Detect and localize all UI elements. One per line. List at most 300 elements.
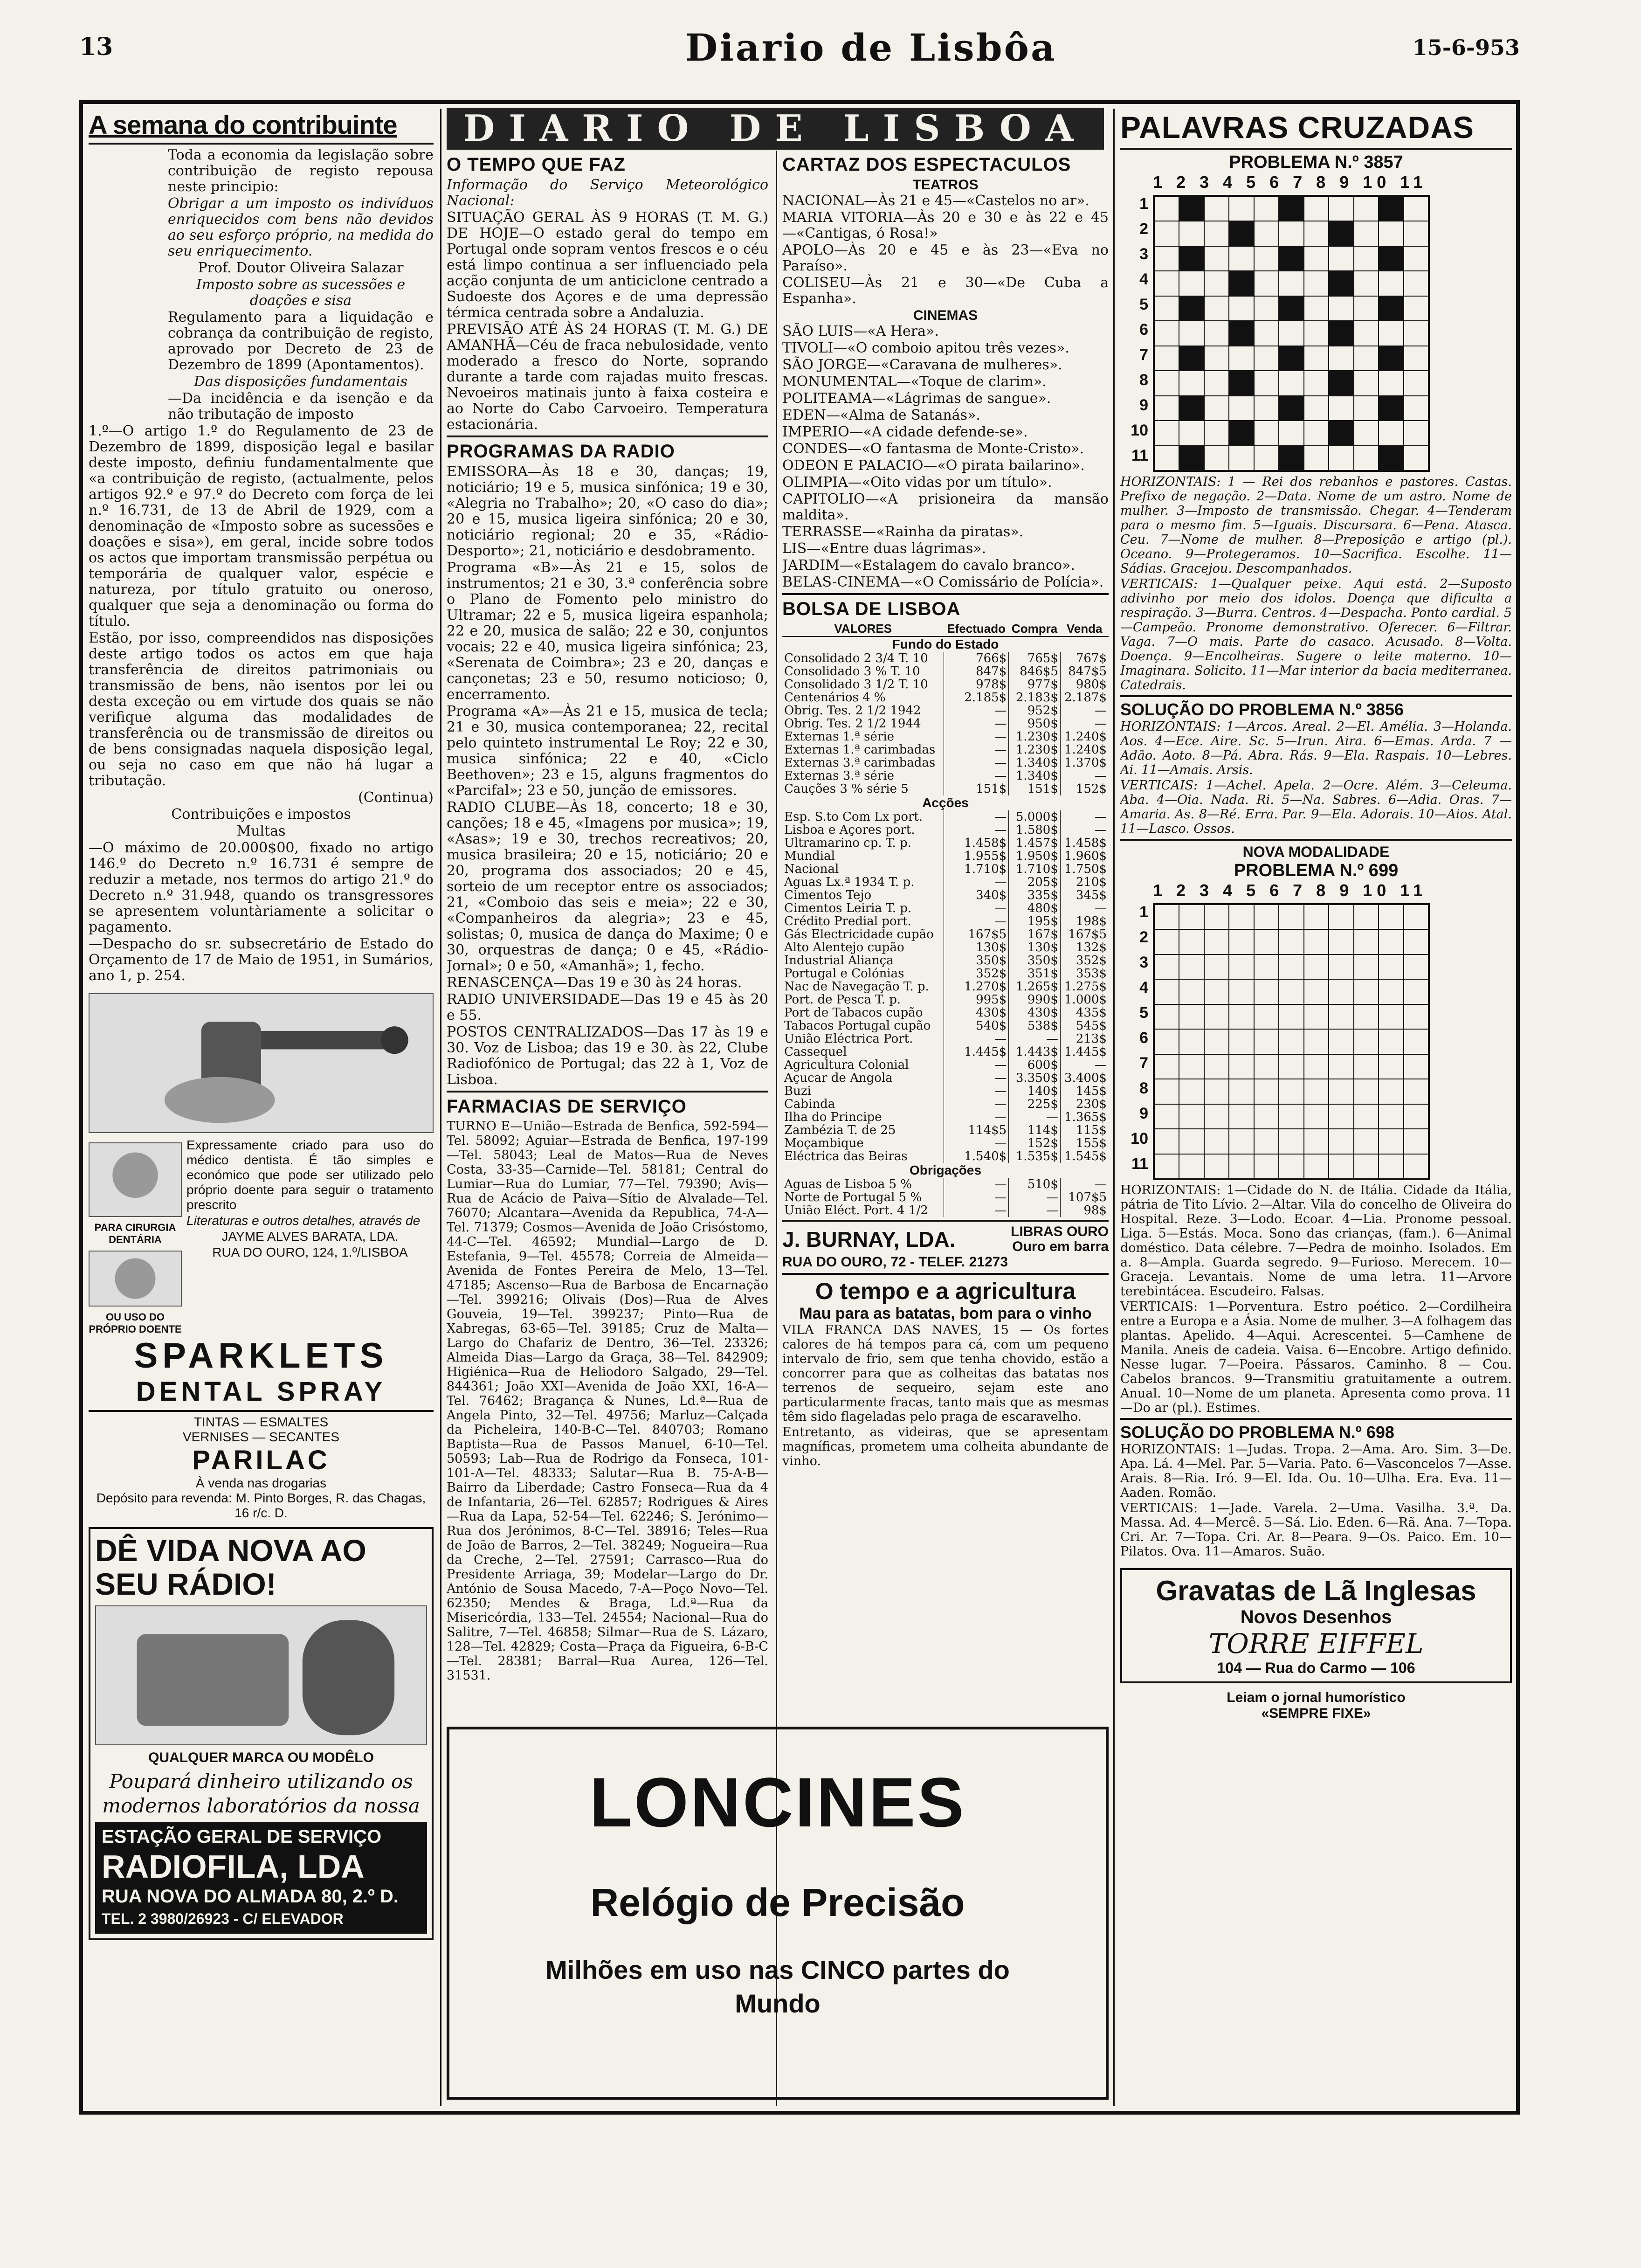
column-header: VALORES bbox=[782, 622, 944, 636]
table-cell: 107$5 bbox=[1060, 1191, 1109, 1204]
table-cell: Cassequel bbox=[784, 1045, 847, 1059]
table-row bbox=[782, 1178, 1109, 1191]
section-heading: CARTAZ DOS ESPECTACULOS bbox=[782, 154, 1071, 175]
grid-cell bbox=[1354, 346, 1379, 371]
table-cell: — bbox=[944, 769, 1009, 782]
row-numbers bbox=[1130, 903, 1148, 1180]
table-header-row bbox=[782, 622, 1109, 636]
table-cell: União Eléctrica Port. bbox=[784, 1032, 913, 1046]
grid-cell bbox=[1229, 421, 1254, 445]
solution: VERTICAIS: 1—Jade. Varela. 2—Uma. Vasilha. 3.ª. Da. Massa. Ad. 4—Mercê. 5—Sá. Lio. Eden. 6—Rã. Ana. 7—Topa. Cri. Ar. 7—Topa. Cri. Ar. 8—Peara. 9—Os. Paico. Em. 10—Pilatos. Ova. 11—Amaros. Suão. bbox=[1120, 1501, 1512, 1559]
grid-cell bbox=[1329, 321, 1353, 346]
section-label: Obrigações bbox=[909, 1163, 982, 1177]
table-cell: Alto Alentejo cupão bbox=[784, 940, 904, 954]
table-cell: — bbox=[944, 717, 1009, 730]
grid-cell bbox=[1354, 1004, 1379, 1029]
grid-cell bbox=[1179, 421, 1204, 445]
grid-cell bbox=[1329, 1154, 1353, 1179]
table-cell: Aguas Lx.ª 1934 T. p. bbox=[784, 875, 915, 889]
grid-cell bbox=[1279, 196, 1303, 221]
table-cell: 600$ bbox=[1009, 1058, 1061, 1072]
page-number: 13 bbox=[79, 33, 113, 61]
table-cell: — bbox=[1060, 902, 1109, 915]
grid-cell bbox=[1304, 1054, 1329, 1079]
grid-cell bbox=[1404, 954, 1428, 979]
grid-cell bbox=[1379, 1154, 1403, 1179]
grid-cell bbox=[1204, 271, 1229, 296]
table-cell: 977$ bbox=[1009, 678, 1061, 691]
table-cell: 1.710$ bbox=[1009, 863, 1061, 876]
paragraph: Estão, por isso, compreendidos nas disposições deste artigo todos os actos em que haja transferência de direitos patrimoniais ou transmissão de bens, não isentos por lei ou desta exceção ou em virtude dos quais se não verifique alguma das modalidades de transferência ou de transmissão de direitos ou de bens consignadas naquela disposição legal, ou seja no caso em que não há lugar a tributação. bbox=[89, 630, 434, 789]
column-numbers: 1 2 3 4 5 6 7 8 9 10 11 bbox=[1153, 173, 1427, 192]
grid-cell bbox=[1304, 396, 1329, 421]
subheading: Das disposições fundamentais bbox=[193, 373, 408, 390]
row-number: 10 bbox=[1131, 1130, 1148, 1148]
table-cell: 350$ bbox=[1009, 954, 1061, 967]
table-cell: 952$ bbox=[1009, 704, 1061, 717]
table-cell: — bbox=[1009, 1204, 1061, 1217]
grid-cell bbox=[1404, 905, 1428, 929]
grid-cell bbox=[1279, 371, 1303, 395]
table-row bbox=[782, 967, 1109, 980]
table-row bbox=[782, 1098, 1109, 1111]
grid-cell bbox=[1329, 1079, 1353, 1104]
table-cell: Nac de Navegação T. p. bbox=[784, 980, 929, 994]
subheading: Imposto sobre as sucessões e doações e sisa bbox=[196, 277, 406, 309]
grid-cell bbox=[1304, 1154, 1329, 1179]
ad-copy: Literaturas e outros detalhes, através de bbox=[186, 1213, 421, 1228]
table-cell: — bbox=[944, 704, 1009, 717]
brand: PARILAC bbox=[192, 1445, 330, 1475]
grid-cell bbox=[1204, 1129, 1229, 1154]
grid-cell bbox=[1204, 246, 1229, 271]
table-row bbox=[782, 1111, 1109, 1124]
radiofila-block bbox=[95, 1822, 427, 1934]
grid-cell bbox=[1179, 321, 1204, 346]
grid-cell bbox=[1304, 296, 1329, 321]
row-number: 2 bbox=[1139, 928, 1148, 946]
table-cell: Eléctrica das Beiras bbox=[784, 1149, 908, 1163]
grid-cell bbox=[1404, 296, 1428, 321]
grid-cell bbox=[1329, 1029, 1353, 1054]
grid-cell bbox=[1354, 196, 1379, 221]
grid-cell bbox=[1279, 1029, 1303, 1054]
grid-cell bbox=[1204, 421, 1229, 445]
list-item: MONUMENTAL—«Toque de clarim». bbox=[782, 373, 1047, 390]
clues: VERTICAIS: 1—Qualquer peixe. Aqui está. 2—Suposto adivinho por meio dos idolos. Doença que dificulta a respiração. 3—Burra. Centros. 4—Despacha. Ponto cardial. 5—Campeão. Pronome demonstrativo. Oferecer. 6—Filtrar. Vaga. 7—O mais. Parte do casaco. Acusado. 8—Volta. Doença. 9—Encolheiras. Sugere o leite materno. 10—Imaginara. Solicito. 11—Mar interior da bacia mediterranea. Catedrais. bbox=[1120, 577, 1512, 692]
ad-line: Ouro em barra bbox=[1012, 1239, 1109, 1254]
grid-cell bbox=[1404, 221, 1428, 246]
grid-cell bbox=[1329, 346, 1353, 371]
grid-cell bbox=[1354, 221, 1379, 246]
grid-cell bbox=[1229, 979, 1254, 1004]
grid-cell bbox=[1229, 954, 1254, 979]
grid-cell bbox=[1179, 196, 1204, 221]
grid-cell bbox=[1254, 321, 1279, 346]
grid-cell bbox=[1179, 396, 1204, 421]
table-cell: — bbox=[944, 756, 1009, 769]
grid-cell bbox=[1179, 346, 1204, 371]
table-cell: 213$ bbox=[1060, 1032, 1109, 1045]
grid-cell bbox=[1229, 1004, 1254, 1029]
grid-cell bbox=[1254, 1029, 1279, 1054]
grid-cell bbox=[1304, 346, 1329, 371]
continued: (Continua) bbox=[358, 789, 434, 806]
subheading: Multas bbox=[236, 823, 286, 839]
grid-cell bbox=[1329, 271, 1353, 296]
grid-cell bbox=[1229, 321, 1254, 346]
table-row bbox=[782, 863, 1109, 876]
table-cell: 151$ bbox=[1009, 782, 1061, 795]
grid-cell bbox=[1329, 196, 1353, 221]
grid-cell bbox=[1379, 346, 1403, 371]
table-cell: Obrig. Tes. 2 1/2 1942 bbox=[784, 704, 921, 718]
grid-cell bbox=[1254, 246, 1279, 271]
table-cell: 1.340$ bbox=[1009, 756, 1061, 769]
table-cell: 847$5 bbox=[1060, 665, 1109, 678]
problem-title: PROBLEMA N.º 3857 bbox=[1229, 152, 1403, 172]
grid-cell bbox=[1204, 1054, 1229, 1079]
grid-cell bbox=[1179, 246, 1204, 271]
grid-cell bbox=[1379, 929, 1403, 954]
table-cell: Zambézia T. de 25 bbox=[784, 1123, 896, 1137]
grid-cell bbox=[1254, 905, 1279, 929]
row-number: 3 bbox=[1139, 245, 1148, 263]
grid-cell bbox=[1379, 979, 1403, 1004]
vendor: JAYME ALVES BARATA, LDA. bbox=[221, 1229, 399, 1244]
grid-cell bbox=[1229, 1054, 1254, 1079]
grid-cell bbox=[1179, 371, 1204, 395]
grid-cell bbox=[1329, 371, 1353, 395]
column-contribuinte bbox=[89, 110, 434, 2111]
table-cell: — bbox=[1060, 1058, 1109, 1072]
table-cell: — bbox=[944, 1191, 1009, 1204]
grid-cell bbox=[1354, 1029, 1379, 1054]
grid-cell bbox=[1154, 446, 1179, 470]
grid-cell bbox=[1154, 954, 1179, 979]
table-cell: 152$ bbox=[1009, 1137, 1061, 1150]
grid-cell bbox=[1404, 1129, 1428, 1154]
grid-cell bbox=[1354, 954, 1379, 979]
grid-cell bbox=[1204, 346, 1229, 371]
ad-line: «SEMPRE FIXE» bbox=[1261, 1706, 1371, 1721]
grid-cell bbox=[1279, 1079, 1303, 1104]
grid-cell bbox=[1329, 1129, 1353, 1154]
table-cell: Consolidado 3 % T. 10 bbox=[784, 664, 920, 678]
row-number: 5 bbox=[1139, 296, 1148, 313]
table-cell: 545$ bbox=[1060, 1019, 1109, 1032]
table-cell: 1.540$ bbox=[944, 1150, 1009, 1163]
column-header: Venda bbox=[1060, 622, 1109, 636]
table-cell: 2.187$ bbox=[1060, 691, 1109, 704]
table-cell: 1.545$ bbox=[1060, 1150, 1109, 1163]
script-line: Poupará dinheiro utilizando os modernos laboratórios da nossa bbox=[102, 1770, 420, 1817]
grid-cell bbox=[1204, 979, 1229, 1004]
tag: QUALQUER MARCA OU MODÊLO bbox=[148, 1750, 374, 1765]
grid-cell bbox=[1204, 1154, 1229, 1179]
table-cell: 540$ bbox=[944, 1019, 1009, 1032]
grid-cell bbox=[1329, 954, 1353, 979]
grid-cell bbox=[1404, 346, 1428, 371]
grid-cell bbox=[1179, 271, 1204, 296]
grid-cell bbox=[1179, 954, 1204, 979]
table-cell: — bbox=[1060, 769, 1109, 782]
ad-line: À venda nas drogarias bbox=[195, 1476, 327, 1490]
grid-cell bbox=[1229, 1154, 1254, 1179]
grid-cell bbox=[1404, 321, 1428, 346]
grid-cell bbox=[1379, 1054, 1403, 1079]
list-item: SÃO JORGE—«Caravana de mulheres». bbox=[782, 357, 1062, 373]
ad-line: ESTAÇÃO GERAL DE SERVIÇO bbox=[102, 1826, 382, 1847]
loncines-ad bbox=[447, 1727, 1109, 2100]
table-cell: Externas 3.ª carimbadas bbox=[784, 756, 936, 770]
cinemas-list bbox=[782, 324, 1109, 590]
table-cell: Moçambique bbox=[784, 1136, 864, 1150]
grid-cell bbox=[1354, 1154, 1379, 1179]
list-item: OLIMPIA—«Oito vidas por um título». bbox=[782, 474, 1052, 491]
grid-cell bbox=[1254, 954, 1279, 979]
list-item: TERRASSE—«Rainha da piratas». bbox=[782, 524, 1024, 540]
grid-cell bbox=[1154, 346, 1179, 371]
dentist-illustration bbox=[89, 1251, 182, 1307]
table-row bbox=[782, 717, 1109, 730]
grid-cell bbox=[1204, 296, 1229, 321]
table-cell: Buzi bbox=[784, 1084, 811, 1098]
table-cell: 340$ bbox=[944, 889, 1009, 902]
paragraph: Entretanto, as videiras, que se apresentam magníficas, prometem uma colheita abundante de vinho. bbox=[782, 1425, 1109, 1468]
table-cell: 978$ bbox=[944, 678, 1009, 691]
ad-line: VERNISES — SECANTES bbox=[182, 1430, 340, 1444]
grid-cell bbox=[1379, 296, 1403, 321]
divider bbox=[1120, 1418, 1512, 1420]
subheading: CINEMAS bbox=[913, 308, 978, 323]
table-cell: — bbox=[1060, 704, 1109, 717]
table-cell: 5.000$ bbox=[1009, 810, 1061, 823]
grid-cell bbox=[1379, 1129, 1403, 1154]
grid-cell bbox=[1229, 1029, 1254, 1054]
table-cell: Gás Electricidade cupão bbox=[784, 927, 934, 941]
table-cell: 351$ bbox=[1009, 967, 1061, 980]
obrigacoes-rows bbox=[782, 1163, 1109, 1217]
row-number: 9 bbox=[1139, 396, 1148, 414]
table-cell: Esp. S.to Com Lx port. bbox=[784, 810, 923, 824]
brand: TORRE EIFFEL bbox=[1208, 1628, 1424, 1660]
table-cell: 205$ bbox=[1009, 876, 1061, 889]
grid-cell bbox=[1354, 905, 1379, 929]
grid-cell bbox=[1154, 271, 1179, 296]
column-palavras-cruzadas bbox=[1120, 110, 1512, 2111]
table-cell: 1.370$ bbox=[1060, 756, 1109, 769]
grid-cell bbox=[1329, 1054, 1353, 1079]
table-cell: 132$ bbox=[1060, 941, 1109, 954]
table-cell: — bbox=[944, 902, 1009, 915]
table-cell: 480$ bbox=[1009, 902, 1061, 915]
grid-cell bbox=[1354, 246, 1379, 271]
table-cell: Consolidado 3 1/2 T. 10 bbox=[784, 678, 928, 691]
headline: Relógio de Precisão bbox=[590, 1881, 965, 1924]
table-cell: 538$ bbox=[1009, 1019, 1061, 1032]
grid-cell bbox=[1204, 1104, 1229, 1129]
grid-cell bbox=[1179, 296, 1204, 321]
grid-cell bbox=[1354, 929, 1379, 954]
table-row bbox=[782, 1204, 1109, 1217]
grid-cell bbox=[1254, 1004, 1279, 1029]
grid-cell bbox=[1279, 271, 1303, 296]
brand: RADIOFILA, LDA bbox=[102, 1848, 365, 1885]
table-cell: Crédito Predial port. bbox=[784, 914, 911, 928]
table-row bbox=[782, 928, 1109, 941]
table-cell: 210$ bbox=[1060, 876, 1109, 889]
grid-cell bbox=[1404, 246, 1428, 271]
grid-cell bbox=[1329, 296, 1353, 321]
divider bbox=[1120, 695, 1512, 697]
page-date: 15-6-953 bbox=[1412, 35, 1520, 60]
grid-cell bbox=[1329, 396, 1353, 421]
grid-cell bbox=[1179, 446, 1204, 470]
grid-cell bbox=[1404, 1079, 1428, 1104]
table-cell: 995$ bbox=[944, 993, 1009, 1006]
table-cell: 345$ bbox=[1060, 889, 1109, 902]
grid-cell bbox=[1304, 446, 1329, 470]
list-item: MARIA VITORIA—Às 20 e 30 e às 22 e 45—«Cantigas, ó Rosa!» bbox=[782, 209, 1109, 242]
table-cell: 2.185$ bbox=[944, 691, 1009, 704]
grid-cell bbox=[1154, 421, 1179, 445]
paragraph: EMISSORA—Às 18 e 30, danças; 19, noticiário; 19 e 5, musica sinfónica; 19 e 30, «Alegria no Trabalho»; 20, «O caso do dia»; 20 e 15, musica ligeira sinfónica; 20 e 30, noticiário regional; 20 e 35, «Rádio-Desporto»; 21, noticiário e desdobramento. bbox=[447, 463, 768, 559]
divider bbox=[782, 593, 1109, 595]
grid-cell bbox=[1354, 396, 1379, 421]
column-numbers: 1 2 3 4 5 6 7 8 9 10 11 bbox=[1153, 881, 1427, 900]
ad-copy: Expressamente criado para uso do médico dentista. É tão simples e económico que pode ser utilizado pelo próprio doente para seguir o tratamento prescrito bbox=[186, 1138, 434, 1212]
table-cell: 350$ bbox=[944, 954, 1009, 967]
paragraph: Programa «A»—Às 21 e 15, musica de tecla; 21 e 30, musica contemporanea; 22, recital pelo quinteto instrumental Le Roy; 22 e 30, musica sinfónica; 22 e 40, «Ciclo Beethoven»; 23 e 15, alguns fragmentos do «Parcifal»; 23 e 50, junção de emissores. bbox=[447, 703, 768, 799]
grid-cell bbox=[1329, 246, 1353, 271]
divider bbox=[89, 143, 434, 145]
list-item: CONDES—«O fantasma de Monte-Cristo». bbox=[782, 441, 1084, 457]
problem-title: PROBLEMA N.º 699 bbox=[1234, 861, 1399, 880]
table-cell: Lisboa e Açores port. bbox=[784, 823, 915, 837]
headline: Gravatas de Lã Inglesas bbox=[1156, 1575, 1476, 1606]
grid-cell bbox=[1329, 1004, 1353, 1029]
table-section-row bbox=[782, 795, 1109, 810]
table-cell: Ultramarino cp. T. p. bbox=[784, 836, 911, 850]
face-icon bbox=[90, 1143, 181, 1216]
grid-cell bbox=[1379, 954, 1403, 979]
table-cell: 115$ bbox=[1060, 1124, 1109, 1137]
table-cell: 352$ bbox=[944, 967, 1009, 980]
grid-cell bbox=[1404, 271, 1428, 296]
section-heading: SOLUÇÃO DO PROBLEMA N.º 3856 bbox=[1120, 700, 1404, 719]
list-item: BELAS-CINEMA—«O Comissário de Polícia». bbox=[782, 574, 1104, 590]
grid-cell bbox=[1304, 1029, 1329, 1054]
teatros-list bbox=[782, 193, 1109, 307]
table-row bbox=[782, 1006, 1109, 1019]
grid-cell bbox=[1379, 446, 1403, 470]
grid-cell bbox=[1304, 371, 1329, 395]
table-cell: 114$5 bbox=[944, 1124, 1009, 1137]
page-frame bbox=[79, 100, 1520, 2115]
address: RUA DO OURO, 124, 1.º/LISBOA bbox=[212, 1245, 408, 1259]
grid-cell bbox=[1154, 1029, 1179, 1054]
table-cell: 1.240$ bbox=[1060, 743, 1109, 756]
table-row bbox=[782, 1085, 1109, 1098]
section-label: Acções bbox=[922, 795, 969, 810]
section-heading: SOLUÇÃO DO PROBLEMA N.º 698 bbox=[1120, 1423, 1394, 1442]
table-cell: — bbox=[944, 1058, 1009, 1072]
clues: HORIZONTAIS: 1—Cidade do N. de Itália. Cidade da Itália, pátria de Tito Lívio. 2—Altar. Vila do concelho de Oliveira do Hospital. Reze. 3—Lodo. Ecoar. 4—Lia. Pronome pessoal. Liga. 5—Estás. Moca. Sono das crianças, (fam.). 6—Animal doméstico. Data célebre. 7—Pedra de moinho. Isolados. Em a. 8—Ampla. Guarda segredo. 9—Furioso. Merecem. 10—Graceja. Levantais. Nome de uma letra. 11—Arvore terebintácea. Escudeiro. Falsas. bbox=[1120, 1183, 1512, 1299]
table-cell: 1.457$ bbox=[1009, 837, 1061, 850]
grid-cell bbox=[1279, 296, 1303, 321]
row-number: 8 bbox=[1139, 371, 1148, 389]
grid-cell bbox=[1379, 246, 1403, 271]
solution: HORIZONTAIS: 1—Arcos. Areal. 2—El. Amélia. 3—Holanda. Aos. 4—Ece. Aire. Sc. 5—Irun. Aira. 6—Emas. Arda. 7 — Adão. Aoto. 8—Pá. Abra. Rás. 9—Ela. Raspais. 10—Lebres. Ai. 11—Amais. Arsis. bbox=[1120, 719, 1512, 777]
brand: LONCINES bbox=[589, 1763, 966, 1841]
grid-cell bbox=[1204, 396, 1229, 421]
table-cell: 980$ bbox=[1060, 678, 1109, 691]
table-cell: 1.458$ bbox=[1060, 837, 1109, 850]
grid-cell bbox=[1379, 1029, 1403, 1054]
table-cell: 167$5 bbox=[944, 928, 1009, 941]
table-row bbox=[782, 1072, 1109, 1085]
row-number: 3 bbox=[1139, 954, 1148, 971]
table-cell: Industrial Aliança bbox=[784, 954, 894, 968]
list-item: NACIONAL—Às 21 e 45—«Castelos no ar». bbox=[782, 193, 1089, 209]
table-cell: União Eléct. Port. 4 1/2 bbox=[784, 1203, 928, 1217]
table-cell: — bbox=[944, 1032, 1009, 1045]
grid-cell bbox=[1204, 321, 1229, 346]
table-cell: Cabinda bbox=[784, 1097, 835, 1111]
grid-cell bbox=[1154, 396, 1179, 421]
grid-cell bbox=[1154, 1054, 1179, 1079]
table-cell: 167$5 bbox=[1060, 928, 1109, 941]
grid-cell bbox=[1304, 321, 1329, 346]
masthead bbox=[79, 23, 1520, 93]
radio-ad bbox=[89, 1527, 434, 1940]
section-heading: PROGRAMAS DA RADIO bbox=[447, 441, 675, 462]
table-section-row bbox=[782, 1163, 1109, 1178]
table-row bbox=[782, 1019, 1109, 1032]
grid-cell bbox=[1154, 196, 1179, 221]
table-cell: — bbox=[1009, 1111, 1061, 1124]
table-cell: Cimentos Tejo bbox=[784, 888, 872, 902]
list-item: IMPERIO—«A cidade defende-se». bbox=[782, 424, 1028, 440]
grid-cell bbox=[1204, 1079, 1229, 1104]
table-cell: 198$ bbox=[1060, 915, 1109, 928]
row-number: 11 bbox=[1131, 447, 1148, 464]
author: Prof. Doutor Oliveira Salazar bbox=[198, 260, 404, 276]
table-row bbox=[782, 954, 1109, 967]
table-cell: — bbox=[944, 1204, 1009, 1217]
list-item: EDEN—«Alma de Satanás». bbox=[782, 407, 980, 423]
table-row bbox=[782, 810, 1109, 823]
table-cell: 114$ bbox=[1009, 1124, 1061, 1137]
grid-cell bbox=[1279, 446, 1303, 470]
grid-cell bbox=[1154, 1129, 1179, 1154]
grid-cell bbox=[1379, 1104, 1403, 1129]
divider bbox=[782, 1273, 1109, 1275]
grid-cell bbox=[1204, 1004, 1229, 1029]
grid-cell bbox=[1254, 196, 1279, 221]
table-cell: Externas 1.ª carimbadas bbox=[784, 743, 936, 757]
grid-cell bbox=[1279, 929, 1303, 954]
table-cell: 195$ bbox=[1009, 915, 1061, 928]
divider bbox=[447, 1091, 768, 1093]
table-row bbox=[782, 665, 1109, 678]
table-cell: — bbox=[1060, 810, 1109, 823]
list-item: COLISEU—Às 21 e 30—«De Cuba a Espanha». bbox=[782, 275, 1109, 307]
grid-cell bbox=[1204, 196, 1229, 221]
table-cell: 145$ bbox=[1060, 1085, 1109, 1098]
table-cell: 353$ bbox=[1060, 967, 1109, 980]
